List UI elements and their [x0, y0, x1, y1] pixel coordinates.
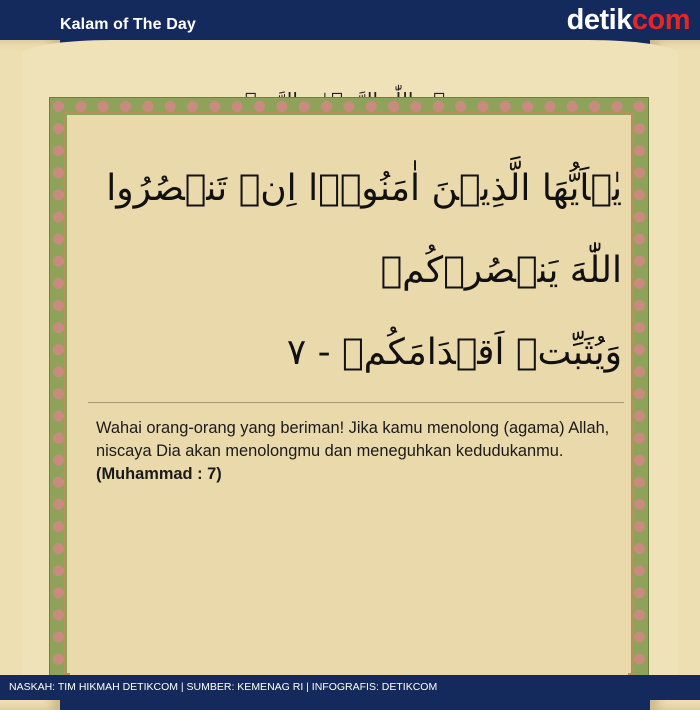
- header-title: Kalam of The Day: [60, 16, 196, 33]
- verse-line-1: يٰۤاَيُّهَا الَّذِيۡنَ اٰمَنُوۡۤا اِنۡ تَنۡصُرُوا اللّٰهَ يَنۡصُرۡكُمۡ: [106, 168, 622, 291]
- verse-line-2: وَيُثَبِّتۡ اَقۡدَامَكُمۡ - ٧: [286, 332, 622, 373]
- brand-logo-accent: com: [631, 4, 690, 36]
- verse-arabic: [96, 148, 622, 394]
- translation-text: Wahai orang-orang yang beriman! Jika kamu menolong (agama) Allah, niscaya Dia akan menolongmu dan meneguhkan kedudukanmu.: [96, 419, 610, 460]
- brand-logo[interactable]: [567, 4, 690, 37]
- brand-logo-main: detik: [566, 4, 632, 36]
- verse-reference: (Muhammad : 7): [96, 465, 222, 483]
- verse-translation: [96, 417, 626, 486]
- divider: [88, 402, 624, 403]
- footer-credits: NASKAH: TIM HIKMAH DETIKCOM | SUMBER: KEMENAG RI | INFOGRAFIS: DETIKCOM: [0, 675, 700, 700]
